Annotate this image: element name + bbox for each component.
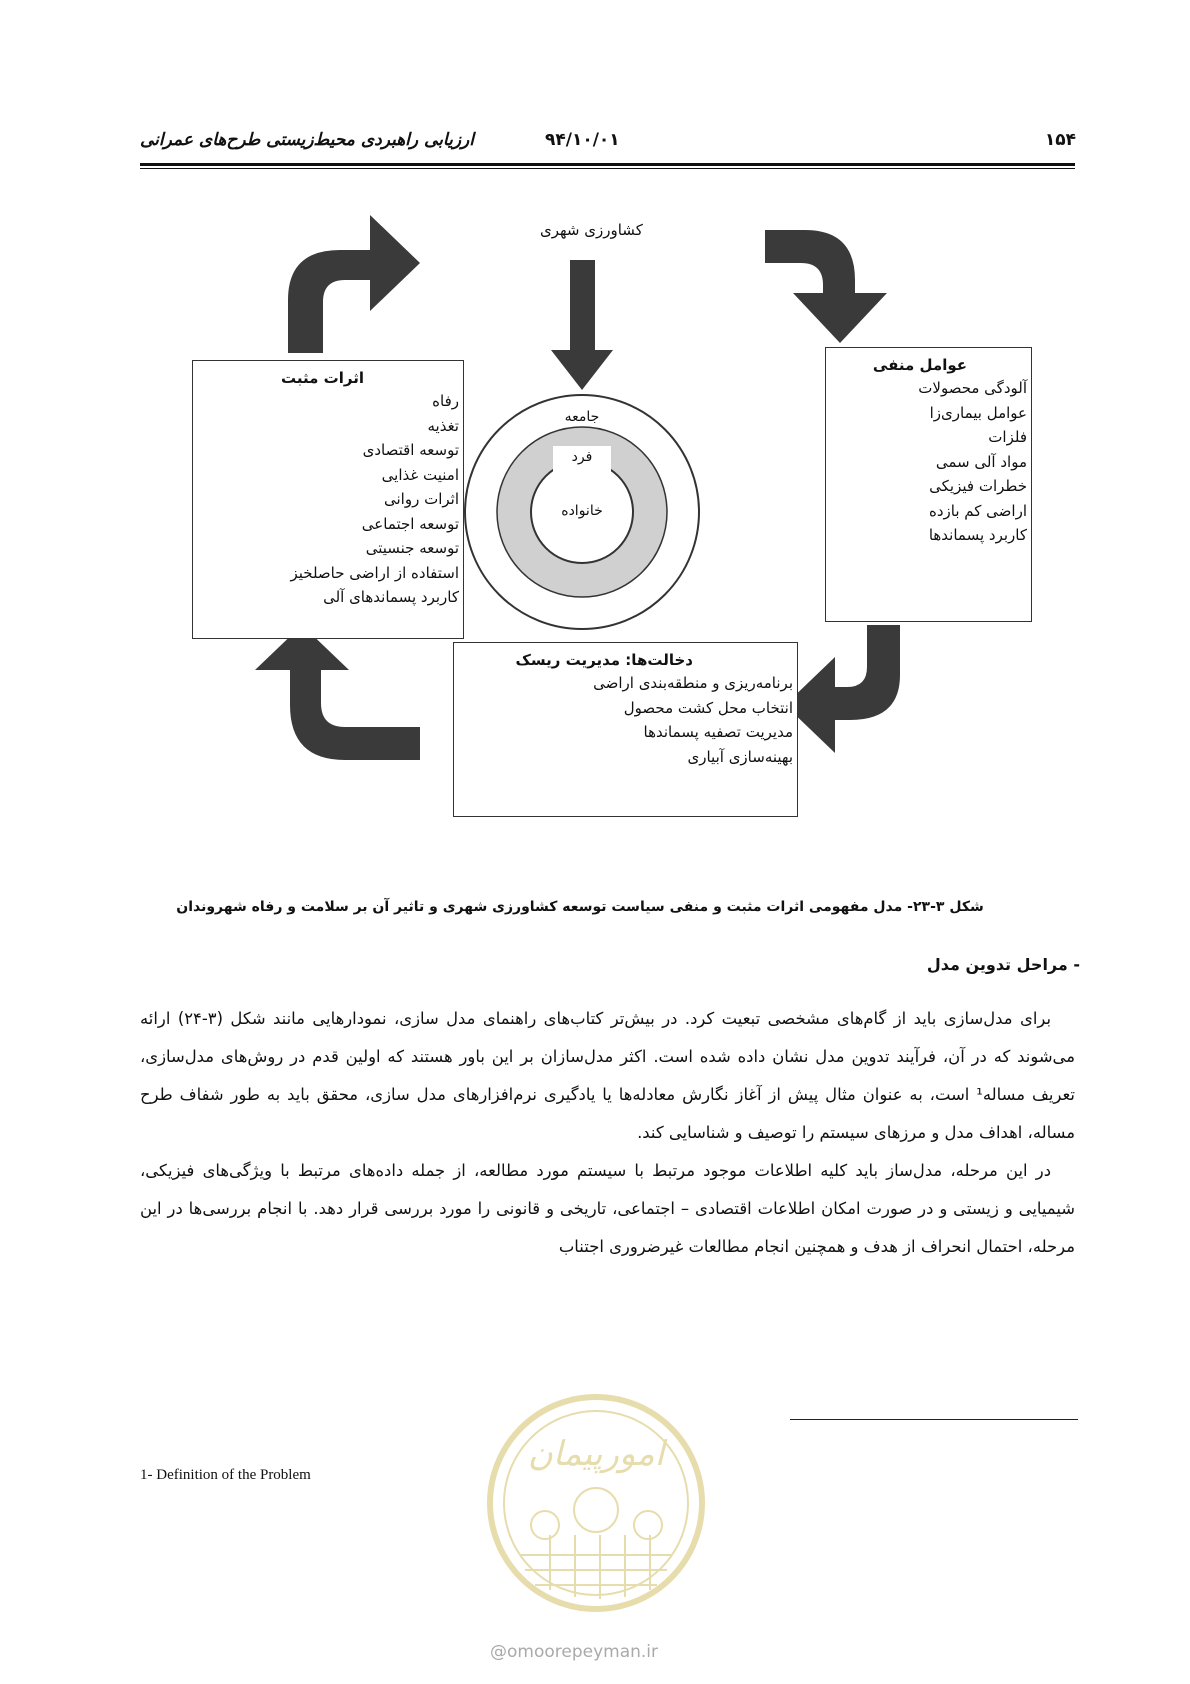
list-item: رفاه [432, 392, 459, 410]
list-item: مواد آلی سمی [935, 452, 1027, 471]
list-item: اثرات روانی [383, 490, 459, 508]
watermark-seal-icon [480, 1385, 712, 1635]
footnote-rule [790, 1419, 1078, 1420]
list-item: توسعه اجتماعی [361, 514, 459, 533]
list-item: کاربرد پسماندها [928, 526, 1027, 544]
header-date: ۹۴/۱۰/۰۱ [545, 130, 620, 150]
negative-factors-title: عوامل منفی [872, 356, 967, 374]
conceptual-model-figure [195, 205, 1035, 885]
list-item: توسعه جنسیتی [365, 539, 459, 557]
positive-effects-box [192, 360, 464, 639]
list-item: امنیت غذایی [381, 465, 459, 484]
negative-factors-box [825, 347, 1032, 622]
list-item: مدیریت تصفیه پسماندها [643, 723, 793, 741]
interventions-title: دخالت‌ها: مدیریت ریسک [515, 651, 693, 669]
figure-caption: شکل ۳-۲۳- مدل مفهومی اثرات مثبت و منفی سیاست توسعه کشاورزی شهری و تاثیر آن بر سلامت و رفاه شهروندان [176, 899, 984, 915]
positive-effects-list [201, 389, 459, 610]
interventions-list [460, 671, 793, 769]
ring-outer-label: جامعه [564, 409, 600, 425]
list-item: خطرات فیزیکی [929, 477, 1027, 495]
header-rule-thin [140, 168, 1075, 169]
list-item: بهینه‌سازی آبیاری [687, 747, 793, 766]
interventions-box [453, 642, 798, 817]
page-number: ۱۵۴ [1044, 130, 1076, 150]
list-item: توسعه اقتصادی [362, 441, 459, 459]
list-item: انتخاب محل کشت محصول [623, 698, 793, 717]
watermark-logo-text: امورپیمان [527, 1434, 665, 1474]
list-item: فلزات [988, 428, 1027, 446]
list-item: اراضی کم بازده [928, 501, 1027, 520]
list-item: کاربرد پسماندهای آلی [323, 588, 459, 606]
header-rule [140, 163, 1075, 166]
list-item: آلودگی محصولات [918, 379, 1027, 397]
watermark-logo [480, 1385, 712, 1635]
paragraph: در این مرحله، مدل‌ساز باید کلیه اطلاعات موجود مرتبط با سیستم مورد مطالعه، از جمله داده‌های مرتبط با ویژگی‌های فیزیکی، شیمیایی و زیستی و در صورت امکان اطلاعات اقتصادی – اجتماعی، تاریخی و قانونی را مورد بررسی قرار دهد. با انجام بررسی‌ها در این مرحله، احتمال انحراف از هدف و همچنین انجام مطالعات غیرضروری اجتناب [140, 1161, 1075, 1256]
watermark-url: @omoorepeyman.ir [490, 1642, 659, 1662]
running-title: ارزیابی راهبردی محیط‌زیستی طرح‌های عمرانی [140, 130, 474, 150]
list-item: برنامه‌ریزی و منطقه‌بندی اراضی [593, 674, 793, 692]
arrow-down-icon [551, 260, 613, 390]
arrow-down-left-icon [785, 625, 900, 753]
positive-effects-title: اثرات مثبت [281, 369, 364, 387]
paragraph: برای مدل‌سازی باید از گام‌های مشخصی تبعیت کرد. در بیش‌تر کتاب‌های راهنمای مدل سازی، نمودارهایی مانند شکل (۳-۲۴) ارائه می‌شوند که در آن، فرآیند تدوین مدل نشان داده شده است. اکثر مدل‌سازان بر این باور هستند که اولین قدم در روش‌های مدل‌سازی، تعریف مساله¹ است، به عنوان مثال پیش از آغاز نگارش معادله‌ها یا یادگیری نرم‌افزارهای مدل سازی، محقق باید به طور شفاف طرح مساله، اهداف مدل و مرزهای سیستم را توصیف و شناسایی کند. [140, 1009, 1075, 1142]
body-text [140, 1000, 1075, 1266]
ring-middle-label: فرد [571, 449, 593, 465]
list-item: عوامل بیماری‌زا [929, 403, 1027, 422]
arrow-left-up-icon [255, 625, 420, 760]
ring-inner-label: خانواده [561, 503, 603, 519]
top-label: کشاورزی شهری [540, 221, 643, 239]
arrow-right-down-icon [765, 230, 887, 343]
negative-factors-list [832, 376, 1027, 548]
footnote: 1- Definition of the Problem [140, 1467, 311, 1483]
list-item: تغذیه [427, 416, 459, 435]
section-heading: - مراحل تدوین مدل [926, 955, 1080, 974]
arrow-up-right-icon [288, 215, 420, 353]
list-item: استفاده از اراضی حاصلخیز [290, 563, 459, 582]
